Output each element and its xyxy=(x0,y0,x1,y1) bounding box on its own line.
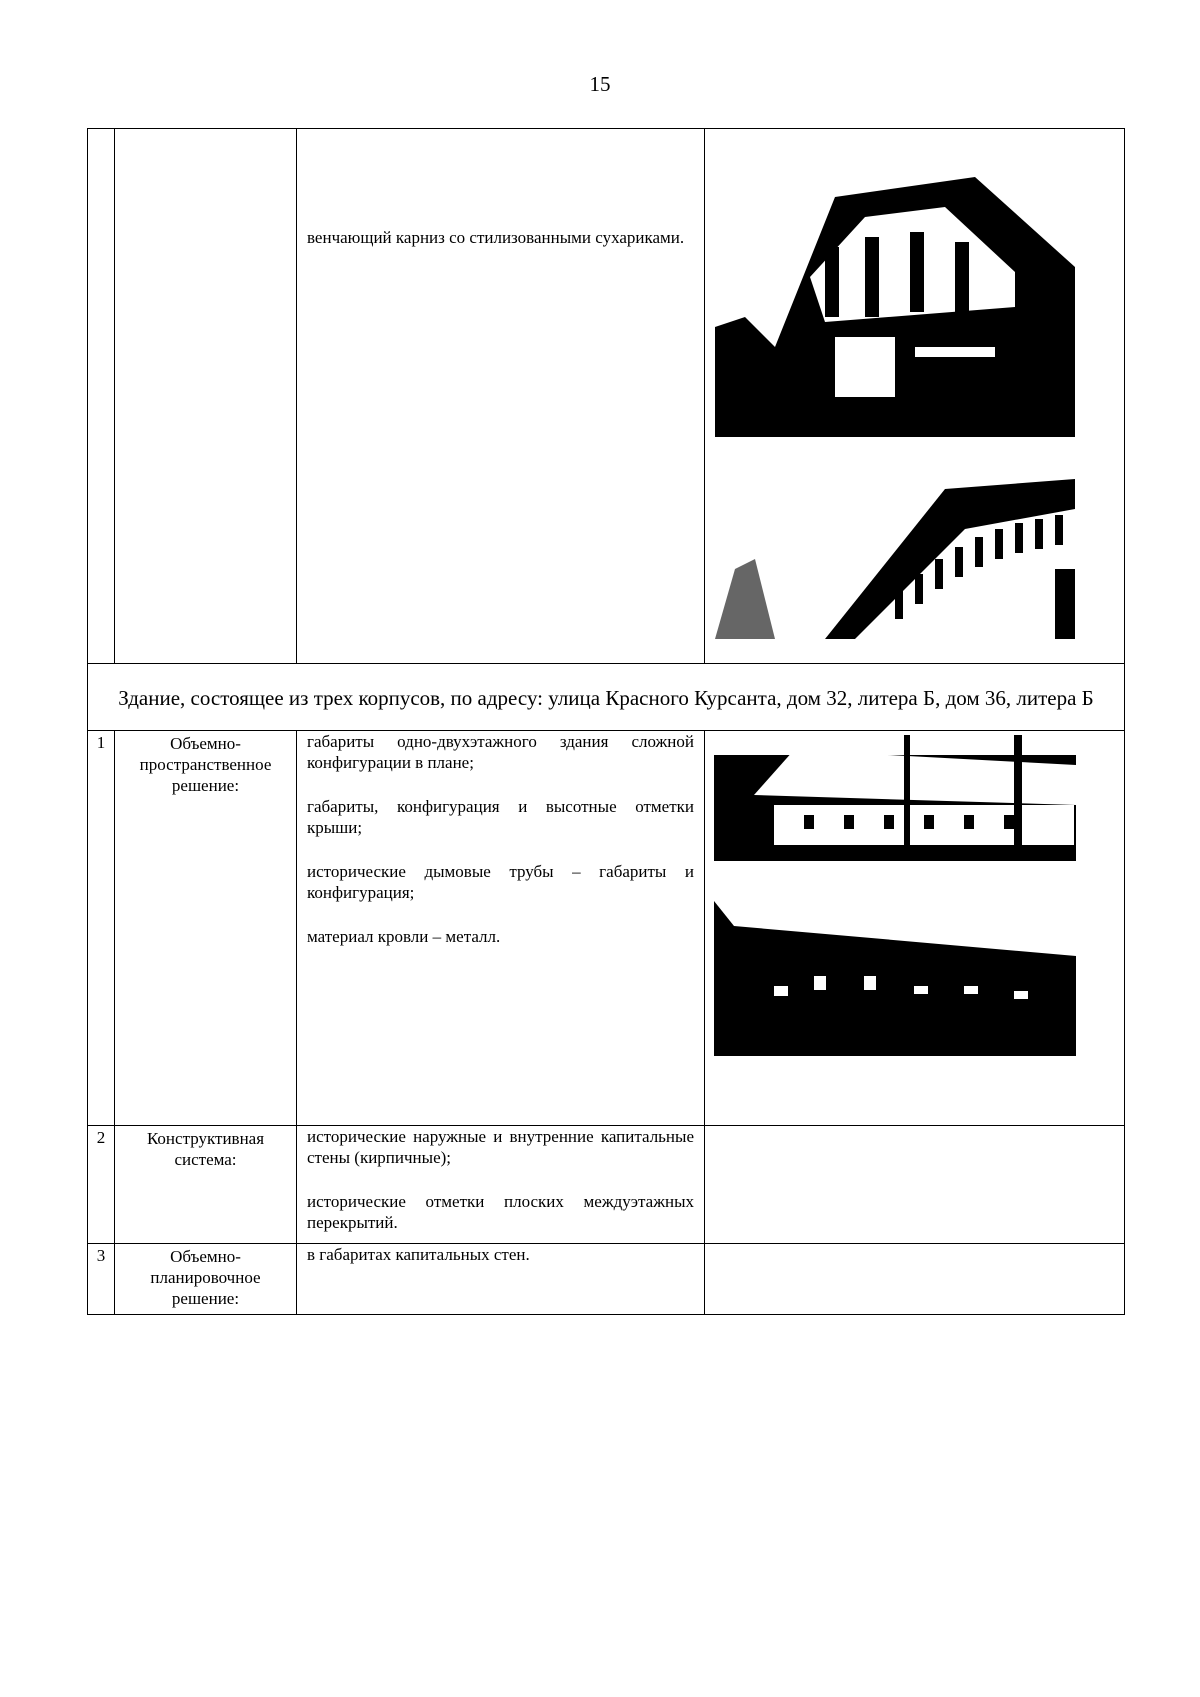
description-paragraph: габариты, конфигурация и высотные отметки крыши; xyxy=(307,797,694,837)
row-description-cell xyxy=(297,731,705,1126)
photo-cell xyxy=(705,1126,1125,1244)
row-name-cell: Объемно-планировочное решение: xyxy=(115,1244,297,1315)
description-paragraph: габариты одно-двухэтажного здания сложной конфигурации в плане; xyxy=(307,732,694,772)
building-gable-photo xyxy=(715,157,1075,437)
building-street-photo xyxy=(714,901,1076,1083)
building-facade-photo xyxy=(714,735,1076,861)
description-paragraph: исторические отметки плоских междуэтажных перекрытий. xyxy=(307,1192,694,1232)
table-row xyxy=(88,731,1125,1126)
description-paragraph: исторические дымовые трубы – габариты и конфигурация; xyxy=(307,862,694,902)
protection-subject-table xyxy=(87,128,1125,1315)
row-description-cell xyxy=(297,1126,705,1244)
cornice-detail-photo xyxy=(715,479,1075,639)
row-name-cell xyxy=(115,129,297,664)
row-name-cell: Конструктивная система: xyxy=(115,1126,297,1244)
row-number-cell xyxy=(88,129,115,664)
page-number: 15 xyxy=(589,72,611,96)
row-description-cell xyxy=(297,1244,705,1315)
row-number-cell: 1 xyxy=(88,731,115,1126)
section-heading: Здание, состоящее из трех корпусов, по адресу: улица Красного Курсанта, дом 32, литера Б, дом 36, литера Б xyxy=(88,664,1125,731)
row-name-cell: Объемно-пространственное решение: xyxy=(115,731,297,1126)
row-number-cell: 3 xyxy=(88,1244,115,1315)
description-paragraph: венчающий карниз со стилизованными сухариками. xyxy=(307,228,685,247)
row-number-cell: 2 xyxy=(88,1126,115,1244)
description-paragraph: исторические наружные и внутренние капитальные стены (кирпичные); xyxy=(307,1127,694,1167)
table-row xyxy=(88,129,1125,664)
photo-cell xyxy=(705,731,1125,1126)
table-row xyxy=(88,1244,1125,1315)
description-paragraph: в габаритах капитальных стен. xyxy=(307,1245,530,1264)
description-paragraph: материал кровли – металл. xyxy=(307,927,501,946)
row-description-cell xyxy=(297,129,705,664)
photo-cell xyxy=(705,129,1125,664)
photo-cell xyxy=(705,1244,1125,1315)
table-row xyxy=(88,1126,1125,1244)
section-heading-row xyxy=(88,664,1125,731)
